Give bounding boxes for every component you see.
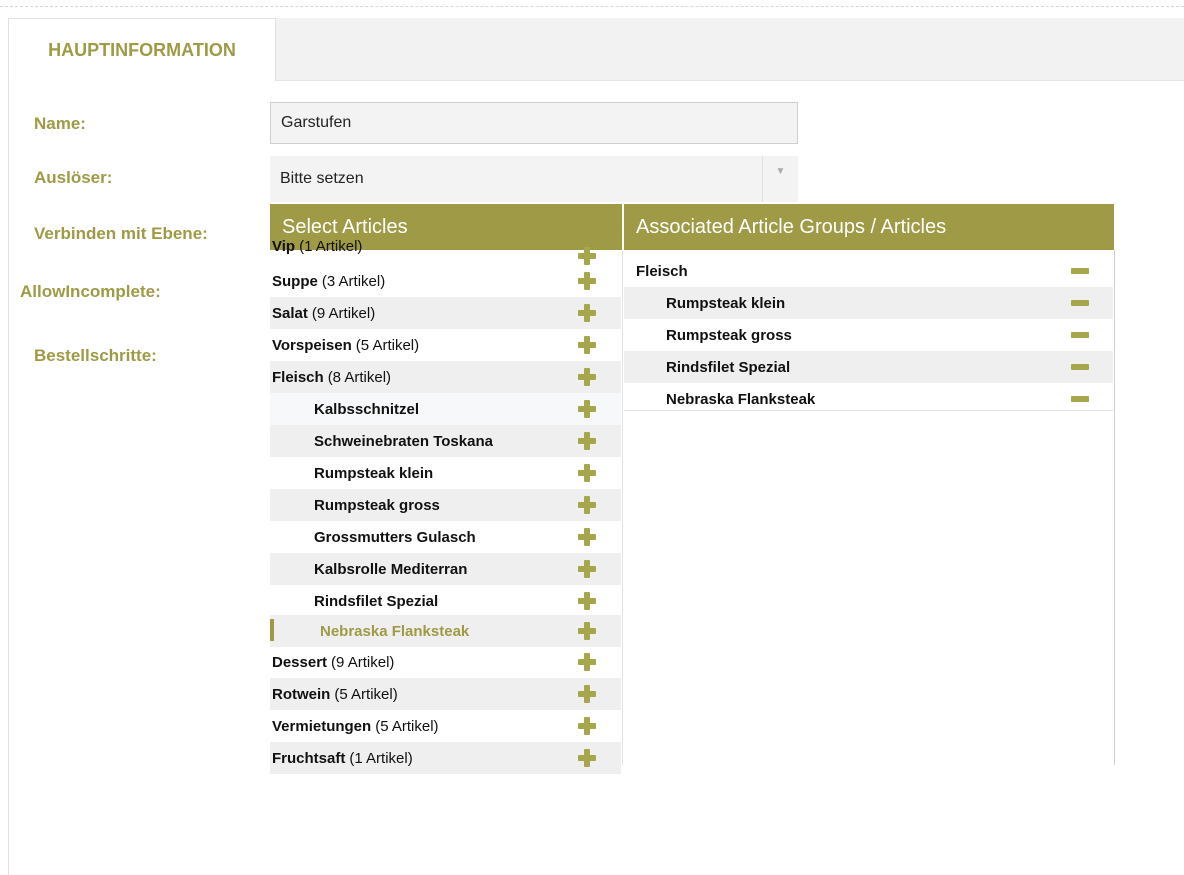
- group-count: (5 Artikel): [334, 685, 398, 703]
- minus-icon[interactable]: [1071, 364, 1089, 370]
- plus-icon[interactable]: [578, 592, 596, 610]
- plus-icon[interactable]: [578, 464, 596, 482]
- associated-articles-list[interactable]: [624, 250, 1115, 765]
- list-item-article[interactable]: [270, 553, 621, 585]
- minus-icon[interactable]: [1071, 300, 1089, 306]
- associated-article[interactable]: [624, 319, 1113, 351]
- minus-icon[interactable]: [1071, 268, 1089, 274]
- list-item-group[interactable]: [270, 297, 621, 329]
- list-item-group[interactable]: [270, 265, 621, 297]
- select-articles-list[interactable]: [270, 237, 623, 767]
- plus-icon[interactable]: [578, 432, 596, 450]
- associated-group[interactable]: [624, 255, 1113, 287]
- selection-marker: [270, 619, 274, 641]
- article-name: Grossmutters Gulasch: [314, 528, 476, 546]
- group-name: Fleisch: [272, 368, 324, 386]
- list-item-group[interactable]: [270, 329, 621, 361]
- article-name: Kalbsrolle Mediterran: [314, 560, 468, 578]
- list-end-divider: [624, 410, 1113, 411]
- list-item-article[interactable]: [270, 585, 621, 617]
- article-name: Rumpsteak gross: [314, 496, 440, 514]
- plus-icon[interactable]: [578, 685, 596, 703]
- group-name: Fruchtsaft: [272, 749, 346, 767]
- group-name: Rotwein: [272, 685, 331, 703]
- list-item-article-selected[interactable]: [270, 615, 621, 647]
- group-name: Vorspeisen: [272, 336, 352, 354]
- list-item-article[interactable]: [270, 489, 621, 521]
- article-name: Rumpsteak klein: [314, 464, 434, 482]
- tab-hauptinformation[interactable]: HAUPTINFORMATION: [8, 18, 276, 81]
- trigger-label: Auslöser:: [34, 168, 113, 187]
- level-label: Verbinden mit Ebene:: [34, 224, 208, 243]
- minus-icon[interactable]: [1071, 396, 1089, 402]
- order-steps-label: Bestellschritte:: [34, 346, 157, 365]
- left-border: [8, 18, 9, 875]
- list-item-group[interactable]: [270, 361, 621, 393]
- group-name: Salat: [272, 304, 308, 322]
- list-item-group[interactable]: [270, 710, 621, 742]
- associated-article[interactable]: [624, 351, 1113, 383]
- group-name: Suppe: [272, 272, 318, 290]
- group-count: (1 Artikel): [299, 237, 363, 255]
- associated-articles-header: Associated Article Groups / Articles: [624, 204, 1114, 250]
- minus-icon[interactable]: [1071, 332, 1089, 338]
- list-item-article[interactable]: [270, 521, 621, 553]
- list-item-group[interactable]: [270, 742, 621, 774]
- name-label: Name:: [34, 114, 86, 133]
- article-name: Rumpsteak gross: [666, 326, 792, 344]
- plus-icon[interactable]: [578, 749, 596, 767]
- article-name: Nebraska Flanksteak: [666, 390, 816, 408]
- plus-icon[interactable]: [578, 272, 596, 290]
- group-count: (5 Artikel): [375, 717, 439, 735]
- article-name: Nebraska Flanksteak: [320, 622, 470, 640]
- plus-icon[interactable]: [578, 717, 596, 735]
- list-item-group[interactable]: [270, 646, 621, 678]
- associated-article[interactable]: [624, 287, 1113, 319]
- allow-incomplete-label: AllowIncomplete:: [20, 282, 161, 301]
- article-name: Schweinebraten Toskana: [314, 432, 493, 450]
- plus-icon[interactable]: [578, 247, 596, 265]
- list-item-article[interactable]: [270, 393, 621, 425]
- plus-icon[interactable]: [578, 336, 596, 354]
- article-name: Rindsfilet Spezial: [666, 358, 791, 376]
- group-count: (9 Artikel): [331, 653, 395, 671]
- select-articles-header: Select Articles: [270, 204, 622, 250]
- article-name: Rindsfilet Spezial: [314, 592, 439, 610]
- article-name: Kalbsschnitzel: [314, 400, 420, 418]
- group-count: (3 Artikel): [321, 272, 386, 290]
- group-name: Vermietungen: [272, 717, 372, 735]
- plus-icon[interactable]: [578, 560, 596, 578]
- caret-down-icon[interactable]: ▼: [762, 156, 798, 202]
- plus-icon[interactable]: [578, 622, 596, 640]
- plus-icon[interactable]: [578, 368, 596, 386]
- name-input[interactable]: Garstufen: [270, 102, 798, 144]
- group-name: Vip: [272, 237, 296, 255]
- group-count: (9 Artikel): [311, 304, 376, 322]
- group-name: Fleisch: [636, 262, 688, 280]
- list-item-article[interactable]: [270, 457, 621, 489]
- list-item-article[interactable]: [270, 425, 621, 457]
- article-name: Rumpsteak klein: [666, 294, 786, 312]
- list-item-group[interactable]: [270, 678, 621, 710]
- trigger-select-value: Bitte setzen: [280, 170, 364, 187]
- plus-icon[interactable]: [578, 496, 596, 514]
- group-count: (5 Artikel): [355, 336, 420, 354]
- group-name: Dessert: [272, 653, 328, 671]
- plus-icon[interactable]: [578, 400, 596, 418]
- plus-icon[interactable]: [578, 304, 596, 322]
- group-count: (8 Artikel): [327, 368, 392, 386]
- group-count: (1 Artikel): [349, 749, 413, 767]
- trigger-select[interactable]: [270, 156, 798, 202]
- top-divider: [0, 6, 1184, 7]
- plus-icon[interactable]: [578, 653, 596, 671]
- plus-icon[interactable]: [578, 528, 596, 546]
